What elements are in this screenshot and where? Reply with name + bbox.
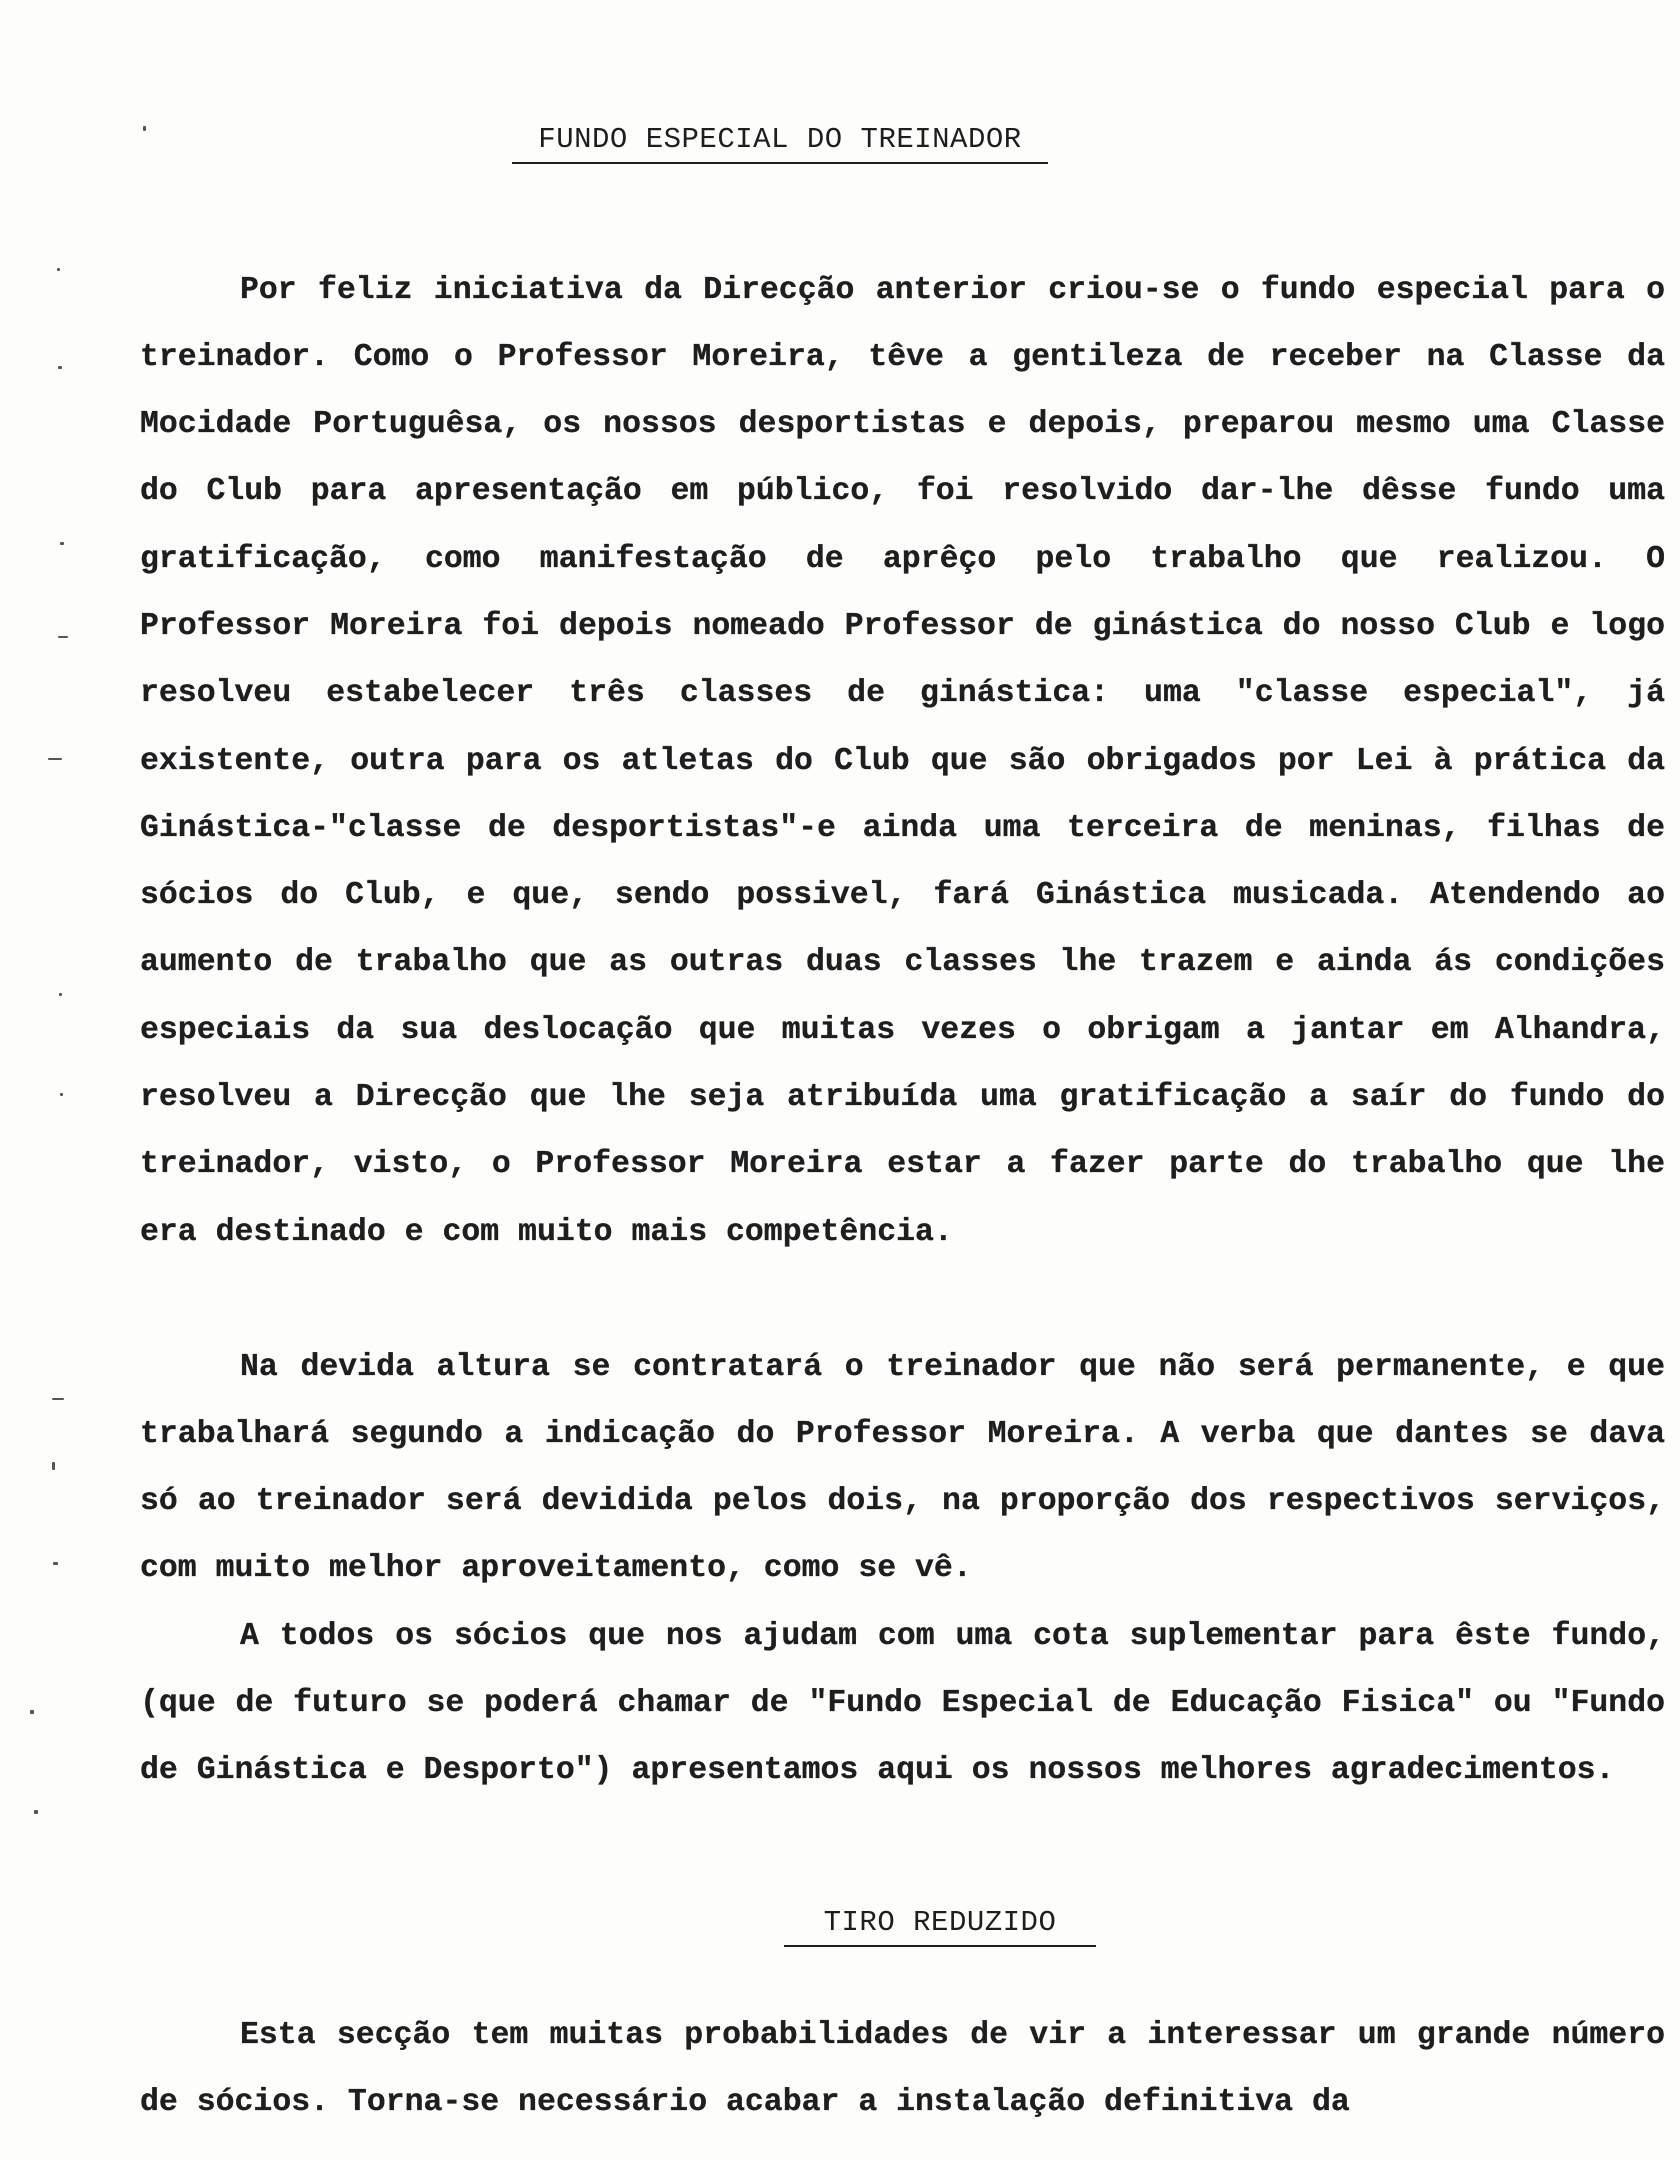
- section-title-fundo-especial: [0, 123, 1560, 164]
- paragraph-fundo-especial-1: Por feliz iniciativa da Direcção anterior criou-se o fundo especial para o treinador. Como o Professor Moreira, têve a gentileza de receber na Classe da Mocidade Portuguêsa, os nossos desportistas e depois, preparou mesmo uma Classe do Club para apresentação em público, foi resolvido dar-lhe dêsse fundo uma gratificação, como manifestação de aprêço pelo trabalho que realizou. O Professor Moreira foi depois nomeado Professor de ginástica do nosso Club e logo resolveu estabelecer três classes de ginástica: uma "classe especial", já existente, outra para os atletas do Club que são obrigados por Lei à prática da Ginástica-"classe de desportistas"-e ainda uma terceira de meninas, filhas de sócios do Club, e que, sendo possivel, fará Ginástica musicada. Atendendo ao aumento de trabalho que as outras duas classes lhe trazem e ainda ás condições especiais da sua deslocação que muitas vezes o obrigam a jantar em Alhandra, resolveu a Direcção que lhe seja atribuída uma gratificação a saír do fundo do treinador, visto, o Professor Moreira estar a fazer parte do trabalho que lhe era destinado e com muito mais competência.: [140, 272, 1665, 1250]
- scan-speck: [57, 268, 60, 271]
- scan-speck: [53, 1562, 58, 1565]
- section-title-tiro-reduzido: [0, 1906, 1560, 1947]
- scan-speck: [30, 1710, 34, 1714]
- scan-speck: [48, 758, 62, 760]
- scan-speck: [60, 542, 64, 545]
- section-title-text: FUNDO ESPECIAL DO TREINADOR: [512, 123, 1047, 164]
- section-title-text: TIRO REDUZIDO: [784, 1906, 1097, 1947]
- paragraph-tiro-reduzido-1: Esta secção tem muitas probabilidades de vir a interessar um grande número de sócios. Torna-se necessário acabar a instalação definitiva da: [140, 2017, 1665, 2120]
- scan-speck: [59, 993, 62, 996]
- scan-speck: [34, 1810, 38, 1814]
- scan-speck: [60, 1093, 63, 1096]
- scan-speck: [52, 1398, 64, 1400]
- paragraph-fundo-especial-3: A todos os sócios que nos ajudam com uma cota suplementar para êste fundo, (que de futuro se poderá chamar de "Fundo Especial de Educação Fisica" ou "Fundo de Ginástica e Desporto") apresentamos aqui os nossos melhores agradecimentos.: [140, 1618, 1665, 1789]
- scan-speck: [58, 366, 62, 369]
- paragraph-fundo-especial-2: Na devida altura se contratará o treinador que não será permanente, e que trabalhará segundo a indicação do Professor Moreira. A verba que dantes se dava só ao treinador será devidida pelos dois, na proporção dos respectivos serviços, com muito melhor aproveitamento, como se vê.: [140, 1349, 1665, 1587]
- scan-speck: [52, 1462, 55, 1470]
- scan-speck: [58, 636, 68, 638]
